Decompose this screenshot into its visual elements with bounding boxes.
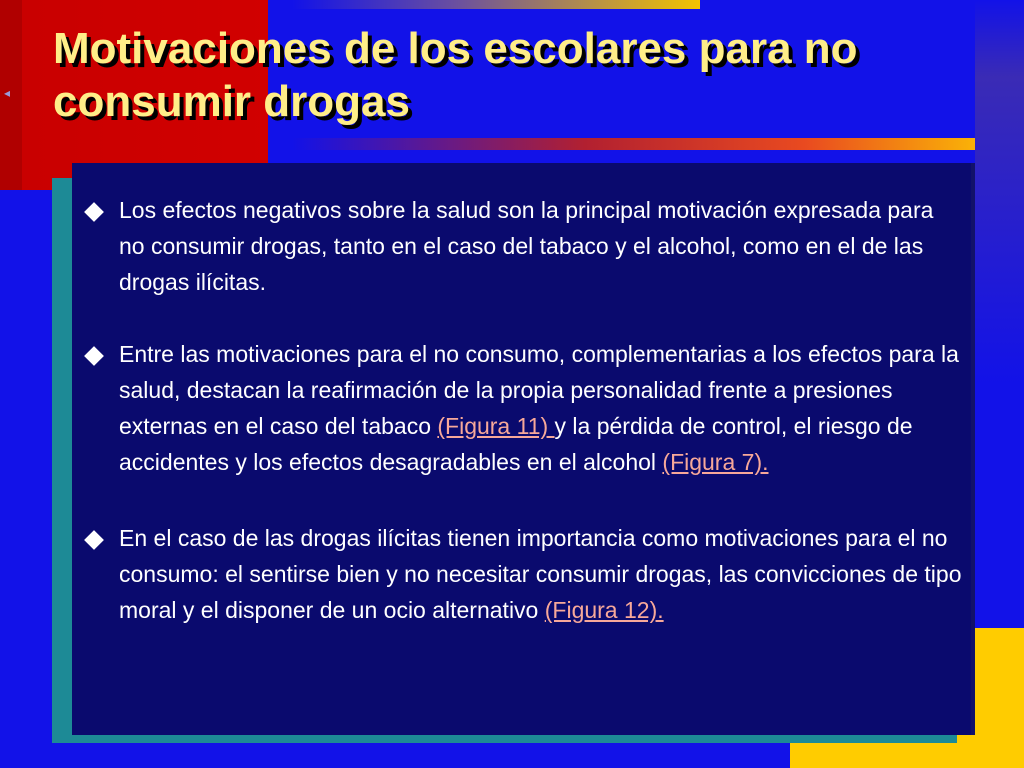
bullet-item-complementary bbox=[82, 336, 962, 480]
bullet-item-health bbox=[82, 192, 962, 300]
diamond-bullet-icon bbox=[84, 530, 104, 550]
diamond-bullet-icon bbox=[84, 202, 104, 222]
figure-11-link[interactable]: (Figura 11) bbox=[437, 413, 555, 439]
bullet-item-illicit bbox=[82, 520, 962, 628]
diamond-bullet-icon bbox=[84, 346, 104, 366]
slide-title: Motivaciones de los escolares para no consumir drogas bbox=[53, 24, 858, 126]
bullet-text: En el caso de las drogas ilícitas tienen importancia como motivaciones para el no consumo: el sentirse bien y no necesitar consumir drogas, las convicciones de tipo moral y el disponer de un ocio alternativo bbox=[119, 525, 962, 623]
decorative-middle-strip bbox=[292, 138, 1024, 150]
decorative-top-strip bbox=[292, 0, 700, 9]
figure-7-link[interactable]: (Figura 7). bbox=[662, 449, 769, 475]
previous-slide-arrow-icon[interactable]: ◂ bbox=[4, 86, 11, 100]
bullet-text-continued: y la pérdida de control, el riesgo de accidentes y los efectos desagradables en el alcohol bbox=[119, 413, 913, 475]
bullet-text: Los efectos negativos sobre la salud son la principal motivación expresada para no consumir drogas, tanto en el caso del tabaco y el alcohol, como en el de las drogas ilícitas. bbox=[119, 197, 934, 295]
figure-12-link[interactable]: (Figura 12). bbox=[544, 597, 664, 623]
decorative-right-band bbox=[975, 0, 1024, 385]
bullet-list bbox=[82, 192, 962, 664]
bullet-text: Entre las motivaciones para el no consumo, complementarias a los efectos para la salud, destacan la reafirmación de la propia personalidad frente a presiones externas en el caso del tabaco bbox=[119, 341, 959, 439]
